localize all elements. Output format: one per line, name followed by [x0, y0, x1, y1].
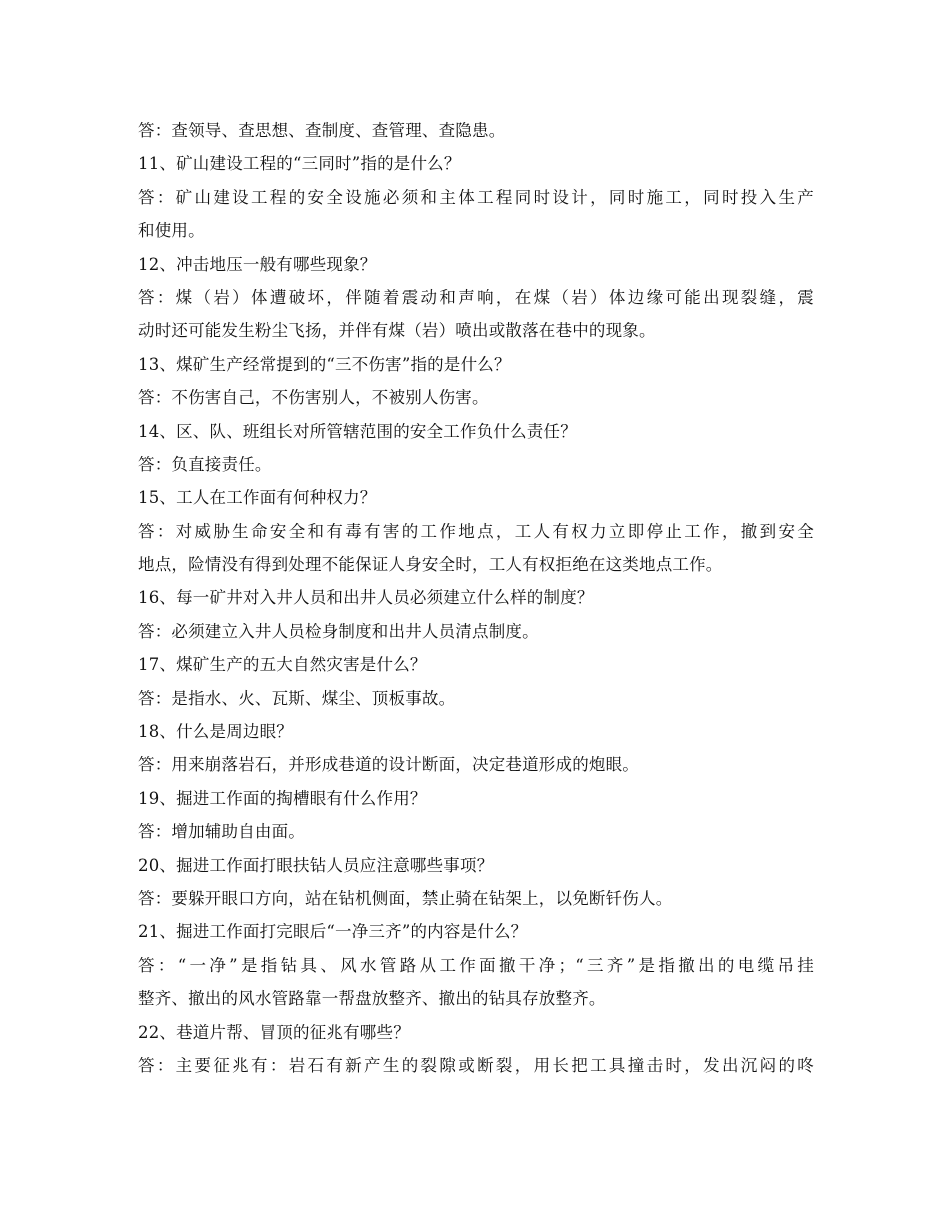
answer-line: 答：煤（岩）体遭破坏，伴随着震动和声响，在煤（岩）体边缘可能出现裂缝，震 — [138, 287, 814, 307]
question-line: 14、区、队、班组长对所管辖范围的安全工作负什么责任？ — [138, 421, 577, 441]
qa-text-block — [138, 114, 814, 1082]
answer-line: 答：是指水、火、瓦斯、煤尘、顶板事故。 — [138, 688, 456, 708]
answer-line-continued: 动时还可能发生粉尘飞扬，并伴有煤（岩）喷出或散落在巷中的现象。 — [138, 321, 656, 341]
answer-line: 答：主要征兆有：岩石有新产生的裂隙或断裂，用长把工具撞击时，发出沉闷的咚 — [138, 1055, 814, 1075]
question-line: 21、掘进工作面打完眼后“一净三齐”的内容是什么？ — [138, 922, 528, 942]
question-line: 12、冲击地压一般有哪些现象？ — [138, 254, 377, 274]
answer-line: 答：不伤害自己，不伤害别人，不被别人伤害。 — [138, 388, 489, 408]
answer-line: 答：必须建立入井人员检身制度和出井人员清点制度。 — [138, 621, 539, 641]
question-line: 19、掘进工作面的掏槽眼有什么作用？ — [138, 788, 427, 808]
answer-line-continued: 地点，险情没有得到处理不能保证人身安全时，工人有权拒绝在这类地点工作。 — [138, 555, 723, 575]
answer-line: 答：用来崩落岩石，并形成巷道的设计断面，决定巷道形成的炮眼。 — [138, 755, 639, 775]
answer-line-continued: 整齐、撤出的风水管路靠一帮盘放整齐、撤出的钻具存放整齐。 — [138, 989, 606, 1009]
answer-line: 答：对威胁生命安全和有毒有害的工作地点，工人有权力立即停止工作，撤到安全 — [138, 521, 814, 541]
answer-line-continued: 和使用。 — [138, 221, 205, 241]
question-line: 16、每一矿井对入井人员和出井人员必须建立什么样的制度？ — [138, 588, 594, 608]
answer-line: 答：矿山建设工程的安全设施必须和主体工程同时设计，同时施工，同时投入生产 — [138, 187, 814, 207]
question-line: 13、煤矿生产经常提到的“三不伤害”指的是什么？ — [138, 354, 511, 374]
question-line: 22、巷道片帮、冒顶的征兆有哪些？ — [138, 1022, 410, 1042]
question-line: 18、什么是周边眼？ — [138, 722, 293, 742]
question-line: 20、掘进工作面打眼扶钻人员应注意哪些事项？ — [138, 855, 494, 875]
answer-line: 答：增加辅助自由面。 — [138, 822, 305, 842]
answer-line: 答：要躲开眼口方向，站在钻机侧面，禁止骑在钻架上，以免断钎伤人。 — [138, 888, 673, 908]
question-line: 11、矿山建设工程的“三同时”指的是什么？ — [138, 154, 461, 174]
answer-line: 答：负直接责任。 — [138, 454, 272, 474]
answer-line: 答：查领导、查思想、查制度、查管理、查隐患。 — [138, 121, 506, 140]
question-line: 15、工人在工作面有何种权力？ — [138, 488, 377, 508]
question-line: 17、煤矿生产的五大自然灾害是什么？ — [138, 655, 427, 675]
answer-line: 答：“一净”是指钻具、风水管路从工作面撤干净；“三齐”是指撤出的电缆吊挂 — [138, 955, 814, 975]
